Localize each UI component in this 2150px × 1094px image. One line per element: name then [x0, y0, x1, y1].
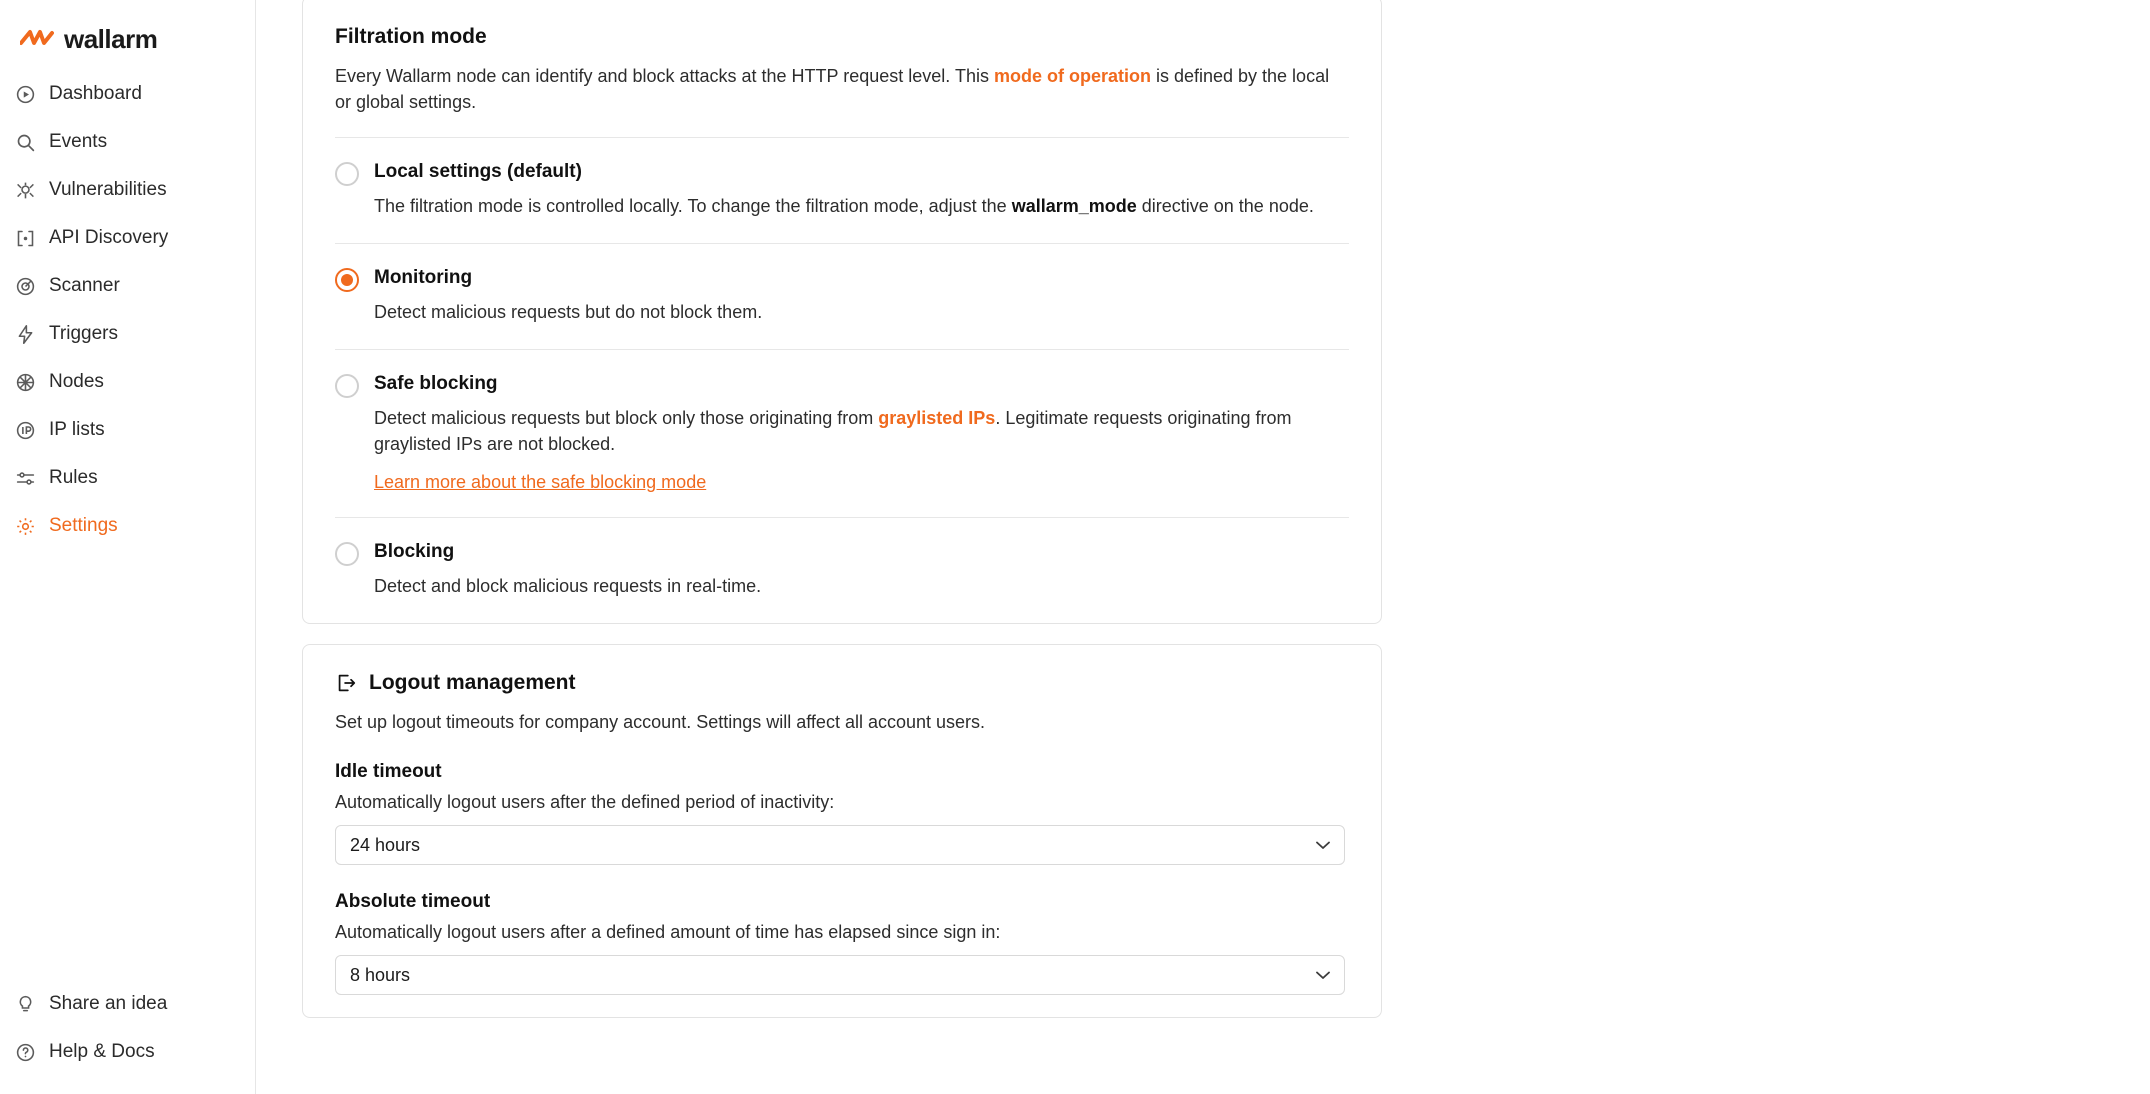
wallarm-mode-directive: wallarm_mode: [1011, 196, 1137, 216]
absolute-timeout-label: Absolute timeout: [335, 891, 491, 912]
option-safe-blocking[interactable]: [335, 350, 1349, 517]
sidebar-item-label: Share an idea: [49, 993, 168, 1014]
filtration-description: [335, 63, 1349, 137]
sidebar-item-label: Scanner: [49, 275, 120, 296]
sidebar-item-label: Rules: [49, 467, 98, 488]
option-description: Detect and block malicious requests in real-time.: [374, 576, 762, 596]
radio-monitoring[interactable]: [335, 268, 359, 292]
option-body: [374, 160, 1349, 219]
option-description: [374, 193, 1349, 219]
option-desc-part1: Detect malicious requests but block only those originating from: [374, 408, 879, 428]
sidebar-item-dashboard[interactable]: [0, 70, 255, 118]
option-blocking[interactable]: [335, 518, 1349, 623]
sidebar-item-label: Help & Docs: [49, 1041, 155, 1062]
idle-timeout-label: Idle timeout: [335, 761, 442, 782]
filtration-desc-part1: Every Wallarm node can identify and block attacks at the HTTP request level. This: [335, 66, 994, 86]
option-desc-part2: . Legitimate requests originating from graylisted IPs are not blocked.: [374, 408, 1292, 454]
option-description: Detect malicious requests but do not block them.: [374, 302, 763, 322]
option-title: Safe blocking: [374, 373, 498, 394]
sidebar-item-label: API Discovery: [49, 227, 169, 248]
option-body: [374, 266, 1349, 325]
sidebar-nav: [0, 70, 255, 550]
option-monitoring[interactable]: [335, 244, 1349, 349]
help-icon: [14, 1041, 36, 1063]
sidebar-item-label: Events: [49, 131, 108, 152]
sidebar-item-label: Triggers: [49, 323, 118, 344]
dashboard-icon: [14, 83, 36, 105]
wallarm-logo-icon: [20, 29, 54, 49]
sidebar-bottom-nav: [0, 980, 255, 1076]
sidebar-item-nodes[interactable]: [0, 358, 255, 406]
sidebar-item-label: Vulnerabilities: [49, 179, 167, 200]
option-title: Monitoring: [374, 267, 473, 288]
settings-column: [302, 0, 1382, 1018]
absolute-timeout-value: 8 hours: [350, 964, 411, 985]
idle-timeout-value: 24 hours: [350, 834, 421, 855]
mode-of-operation-link[interactable]: mode of operation: [993, 66, 1151, 86]
option-title: Blocking: [374, 541, 455, 562]
gear-icon: [14, 515, 36, 537]
sidebar-item-events[interactable]: [0, 118, 255, 166]
logo-text: wallarm: [64, 23, 158, 54]
sidebar-item-label: Nodes: [49, 371, 104, 392]
main-content: [256, 0, 2150, 1094]
bolt-icon: [14, 323, 36, 345]
search-icon: [14, 131, 36, 153]
sidebar-item-vulnerabilities[interactable]: [0, 166, 255, 214]
rules-icon: [14, 467, 36, 489]
idle-timeout-select[interactable]: [335, 825, 1345, 865]
sidebar-item-api-discovery[interactable]: [0, 214, 255, 262]
option-body: [374, 372, 1349, 493]
option-desc-part2: directive on the node.: [1136, 196, 1314, 216]
nodes-icon: [14, 371, 36, 393]
filtration-desc-part2: is defined by the local or global settings.: [335, 66, 1330, 112]
bulb-icon: [14, 993, 36, 1015]
idle-timeout-description: Automatically logout users after the defined period of inactivity:: [335, 792, 835, 812]
sidebar-item-label: Settings: [49, 515, 118, 536]
scanner-icon: [14, 275, 36, 297]
logout-header: [335, 645, 1349, 695]
radio-safe-blocking[interactable]: [335, 374, 359, 398]
sidebar-item-label: Dashboard: [49, 83, 142, 104]
sidebar-item-triggers[interactable]: [0, 310, 255, 358]
option-title: Local settings (default): [374, 161, 582, 182]
sidebar-item-label: IP lists: [49, 419, 105, 440]
radio-blocking[interactable]: [335, 542, 359, 566]
logout-description: Set up logout timeouts for company account. Settings will affect all account users.: [335, 712, 986, 732]
logo[interactable]: [0, 0, 255, 58]
sidebar-item-share-an-idea[interactable]: [0, 980, 255, 1028]
chevron-down-icon: [1316, 841, 1330, 850]
api-discovery-icon: [14, 227, 36, 249]
logout-management-card: [302, 644, 1382, 1018]
absolute-timeout-select[interactable]: [335, 955, 1345, 995]
chevron-down-icon: [1316, 971, 1330, 980]
graylisted-ips-link[interactable]: graylisted IPs: [878, 408, 996, 428]
radio-local-settings[interactable]: [335, 162, 359, 186]
safe-blocking-learn-more-link[interactable]: Learn more about the safe blocking mode: [374, 472, 707, 492]
option-body: [374, 540, 1349, 599]
sidebar-item-scanner[interactable]: [0, 262, 255, 310]
absolute-timeout-description: Automatically logout users after a defined amount of time has elapsed since sign in:: [335, 922, 1001, 942]
option-local-settings[interactable]: [335, 138, 1349, 243]
ip-lists-icon: [14, 419, 36, 441]
sidebar-item-ip-lists[interactable]: [0, 406, 255, 454]
vulnerabilities-icon: [14, 179, 36, 201]
sidebar-item-rules[interactable]: [0, 454, 255, 502]
sidebar-item-help-and-docs[interactable]: [0, 1028, 255, 1076]
sidebar: [0, 0, 256, 1094]
page-title: Filtration mode: [335, 25, 487, 48]
filtration-mode-card: [302, 0, 1382, 624]
logout-title: Logout management: [369, 671, 576, 694]
option-description: [374, 405, 1349, 457]
logout-icon: [335, 672, 357, 694]
option-desc-part1: The filtration mode is controlled locally. To change the filtration mode, adjust the: [374, 196, 1012, 216]
sidebar-item-settings[interactable]: [0, 502, 255, 550]
